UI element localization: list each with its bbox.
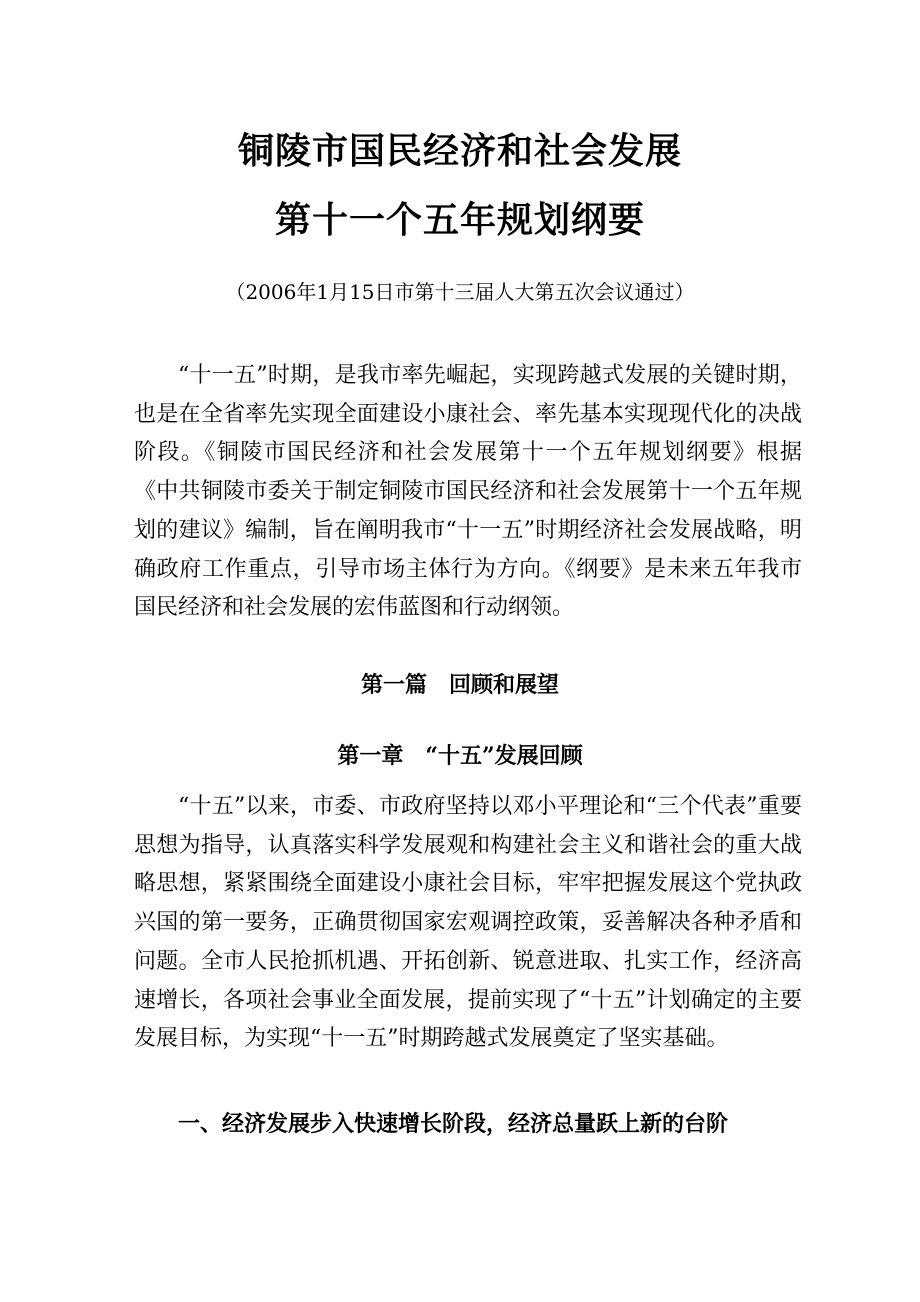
chapter-title: 第一章 “十五”发展回顾 [337,743,583,769]
intro-paragraph: “十一五”时期，是我市率先崛起，实现跨越式发展的关键时期，也是在全省率先实现全面建设小康社会、率先基本实现现代化的决战阶段。《铜陵市国民经济和社会发展第十一个五年规划纲要》根据《中共铜陵市委关于制定铜陵市国民经济和社会发展第十一个五年规划的建议》编制，旨在阐明我市“十一五”时期经济社会发展战略，明确政府工作重点，引导市场主体行为方向。《纲要》是未来五年我市国民经济和社会发展的宏伟蓝图和行动纲领。 [134,363,802,621]
chapter-paragraph: “十五”以来，市委、市政府坚持以邓小平理论和“三个代表”重要思想为指导，认真落实科学发展观和构建社会主义和谐社会的重大战略思想，紧紧围绕全面建设小康社会目标，牢牢把握发展这个党执政兴国的第一要务，正确贯彻国家宏观调控政策，妥善解决各种矛盾和问题。全市人民抢抓机遇、开拓创新、锐意进取、扎实工作，经济高速增长，各项社会事业全面发展，提前实现了“十五”计划确定的主要发展目标，为实现“十一五”时期跨越式发展奠定了坚实基础。 [134,794,802,1052]
adoption-note: （2006年1月15日市第十三届人大第五次会议通过） [225,280,695,304]
document-title-line-2: 第十一个五年规划纲要 [274,200,645,241]
section-heading: 一、经济发展步入快速增长阶段，经济总量跃上新的台阶 [178,1111,729,1137]
part-title: 第一篇 回顾和展望 [360,673,559,698]
document-title-line-1: 铜陵市国民经济和社会发展 [237,131,682,172]
